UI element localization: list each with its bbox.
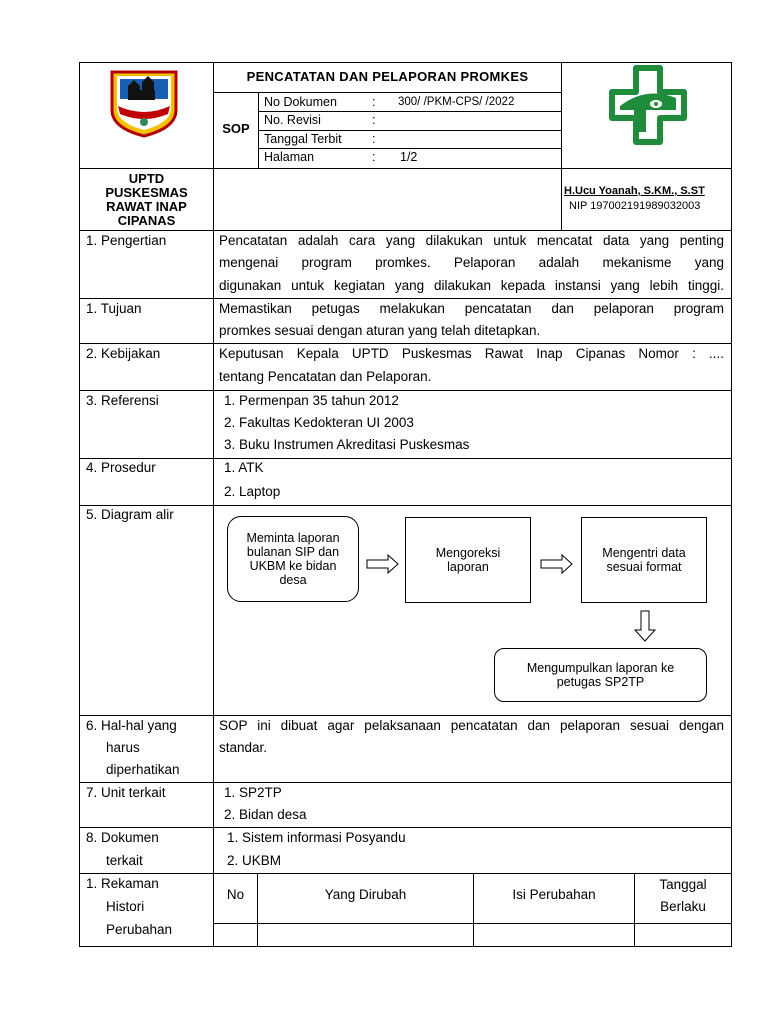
section-pengertian-label: 1. Pengertian [86,233,167,248]
section-diagram-label: 5. Diagram alir [86,507,174,522]
section-kebijakan-label: 2. Kebijakan [86,346,161,361]
flow-step-3: Mengentri data sesuai format [581,517,707,603]
signer-nip: NIP 197002191989032003 [569,200,701,212]
document-title: PENCATATAN DAN PELAPORAN PROMKES [246,69,529,84]
section-referensi-label: 3. Referensi [86,393,159,408]
flow-step-4: Mengumpulkan laporan ke petugas SP2TP [494,648,707,702]
section-unit-label: 7. Unit terkait [86,785,166,800]
right-logo [606,64,690,146]
left-logo [106,66,182,140]
section-tujuan-label: 1. Tujuan [86,301,142,316]
flow-step-1: Meminta laporan bulanan SIP dan UKBM ke bidan desa [227,516,359,602]
flow-arrow-1-icon [366,554,400,574]
flow-step-2: Mengoreksi laporan [405,517,531,603]
section-prosedur-label: 4. Prosedur [86,460,156,475]
org-name: UPTD PUSKESMAS RAWAT INAP CIPANAS [105,171,188,228]
flow-arrow-3-icon [634,610,656,642]
signer-name: H.Ucu Yoanah, S.KM., S.ST [564,185,705,197]
flow-arrow-2-icon [540,554,574,574]
sop-label: SOP [222,121,250,136]
